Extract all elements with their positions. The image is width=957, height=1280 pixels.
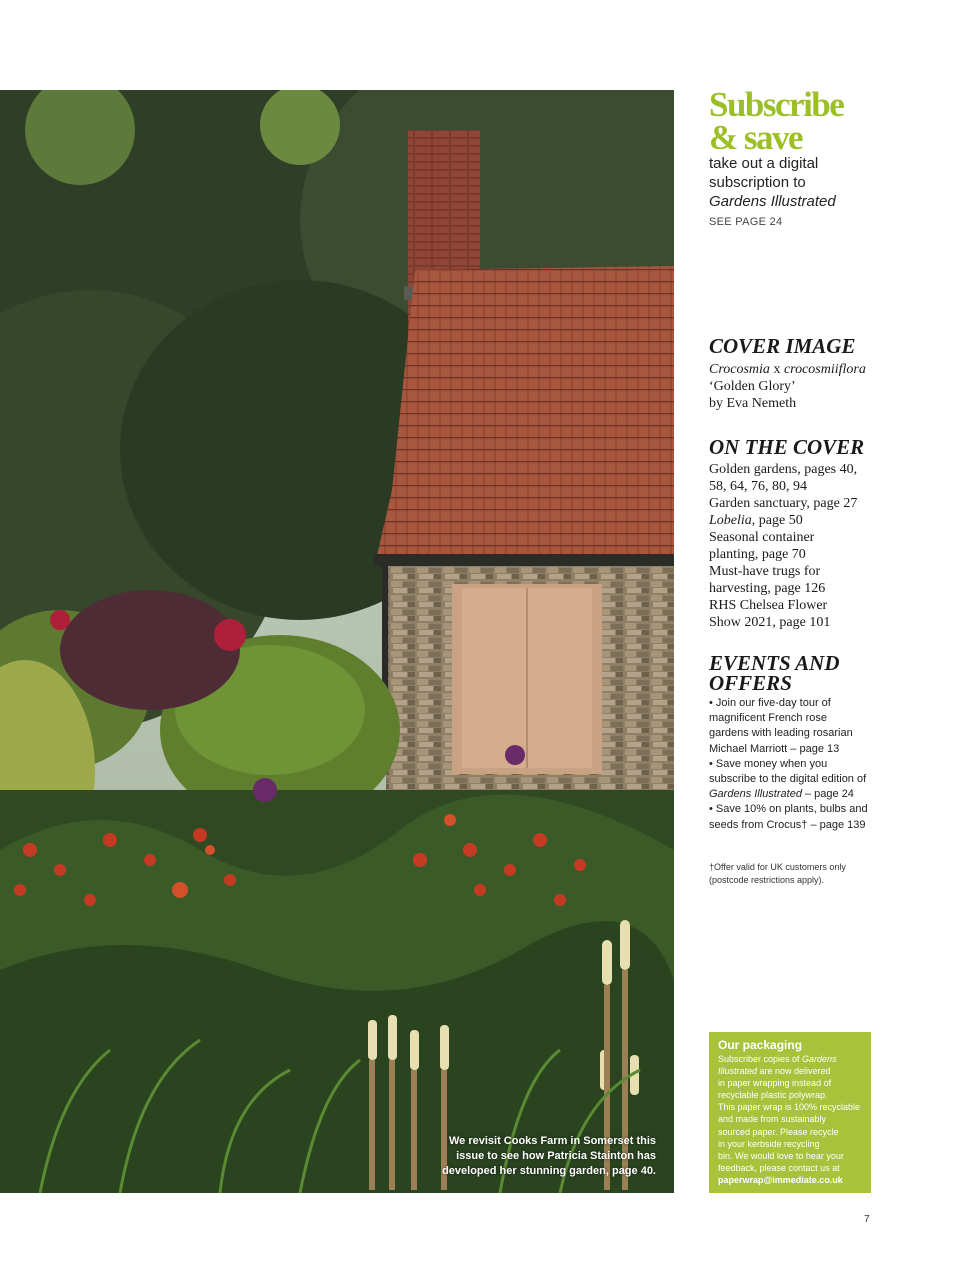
packaging-line [718, 1065, 863, 1077]
cover-line: harvesting, page 126 [709, 581, 826, 596]
event-line: • Save 10% on plants, bulbs and [709, 803, 868, 816]
cover-line [709, 512, 909, 529]
event-line: Michael Marriott – page 13 [709, 742, 840, 755]
subscribe-line: subscription to [709, 174, 806, 191]
photo-caption [426, 1134, 656, 1179]
cover-photographer: by Eva Nemeth [709, 396, 797, 411]
packaging-fragment: Gardens [802, 1054, 837, 1064]
footnote-line: (postcode restrictions apply). [709, 875, 825, 885]
packaging-line: in your kerbside recycling [718, 1138, 820, 1149]
packaging-line: This paper wrap is 100% recyclable [718, 1102, 861, 1113]
packaging-fragment: are now delivered [757, 1066, 831, 1077]
event-line: • Join our five-day tour of [709, 697, 831, 709]
packaging-fragment: Illustrated [718, 1066, 758, 1077]
cover-line: Must-have trugs for [709, 564, 821, 579]
species-x: x [769, 362, 784, 377]
packaging-line: in paper wrapping instead of [718, 1078, 832, 1089]
events-heading-line: EVENTS AND [709, 651, 840, 675]
see-page-link[interactable]: SEE PAGE 24 [709, 216, 783, 228]
caption-line: developed her stunning garden, page 40. [442, 1165, 656, 1177]
event-line: subscribe to the digital edition of [709, 773, 867, 786]
event-line: • Save money when you [709, 757, 828, 770]
packaging-line: and made from sustainably [718, 1114, 827, 1125]
subscribe-line: Gardens Illustrated [709, 193, 836, 210]
events-list [709, 696, 884, 833]
lobelia-page: , page 50 [751, 513, 803, 528]
packaging-line: recyclable plastic polywrap. [718, 1090, 828, 1101]
on-the-cover-list [709, 461, 909, 631]
subscribe-heading-line: & save [709, 118, 803, 157]
cover-line: Garden sanctuary, page 27 [709, 496, 858, 511]
page-number: 7 [864, 1214, 870, 1225]
packaging-email-link[interactable]: paperwrap@immediate.co.uk [718, 1174, 843, 1185]
event-line [709, 787, 884, 802]
event-line: seeds from Crocus† – page 139 [709, 818, 866, 831]
cover-variety: ‘Golden Glory’ [709, 379, 796, 394]
event-item-rose-tour [709, 696, 884, 757]
cover-line: Golden gardens, pages 40, [709, 462, 858, 477]
species-genus: Crocosmia [709, 362, 770, 377]
cover-line: 58, 64, 76, 80, 94 [709, 479, 807, 494]
event-line: magnificent French rose [709, 712, 827, 725]
lobelia-label: Lobelia [709, 513, 752, 528]
cover-line: RHS Chelsea Flower [709, 598, 828, 613]
packaging-box [709, 1032, 871, 1193]
species-name: crocosmiiflora [783, 362, 866, 377]
cover-photo [0, 90, 674, 1193]
subscribe-heading [709, 85, 909, 157]
packaging-line: sourced paper. Please recycle [718, 1126, 839, 1137]
subscribe-line: take out a digital [709, 155, 819, 172]
cover-species [709, 361, 909, 378]
garden-cottage-illustration [0, 90, 674, 1193]
event-page: – page 24 [801, 788, 854, 801]
packaging-line: bin. We would love to hear your [718, 1150, 844, 1161]
caption-line: issue to see how Patricia Stainton has [456, 1150, 656, 1162]
caption-line: We revisit Cooks Farm in Somerset this [448, 1135, 656, 1147]
packaging-fragment: Subscriber copies of [718, 1054, 803, 1064]
offer-footnote [709, 861, 879, 887]
events-heading-line: OFFERS [709, 671, 792, 695]
magazine-name: Gardens Illustrated [709, 788, 802, 801]
on-the-cover-heading: ON THE COVER [709, 435, 865, 459]
packaging-line [718, 1053, 863, 1065]
subscribe-text [709, 154, 909, 211]
cover-line: Seasonal container [709, 530, 815, 545]
event-line: gardens with leading rosarian [709, 727, 853, 740]
cover-line: Show 2021, page 101 [709, 615, 831, 630]
cover-line: planting, page 70 [709, 547, 806, 562]
event-item-crocus [709, 802, 884, 832]
packaging-title: Our packaging [718, 1038, 803, 1052]
footnote-line: †Offer valid for UK customers only [709, 862, 846, 872]
event-item-digital-edition [709, 757, 884, 803]
cover-image-heading: COVER IMAGE [709, 334, 856, 358]
cover-image-credit [709, 361, 909, 412]
packaging-line: feedback, please contact us at [718, 1162, 840, 1173]
subscribe-heading-line: Subscribe [709, 85, 844, 124]
events-heading [709, 653, 899, 693]
packaging-text [718, 1053, 863, 1186]
